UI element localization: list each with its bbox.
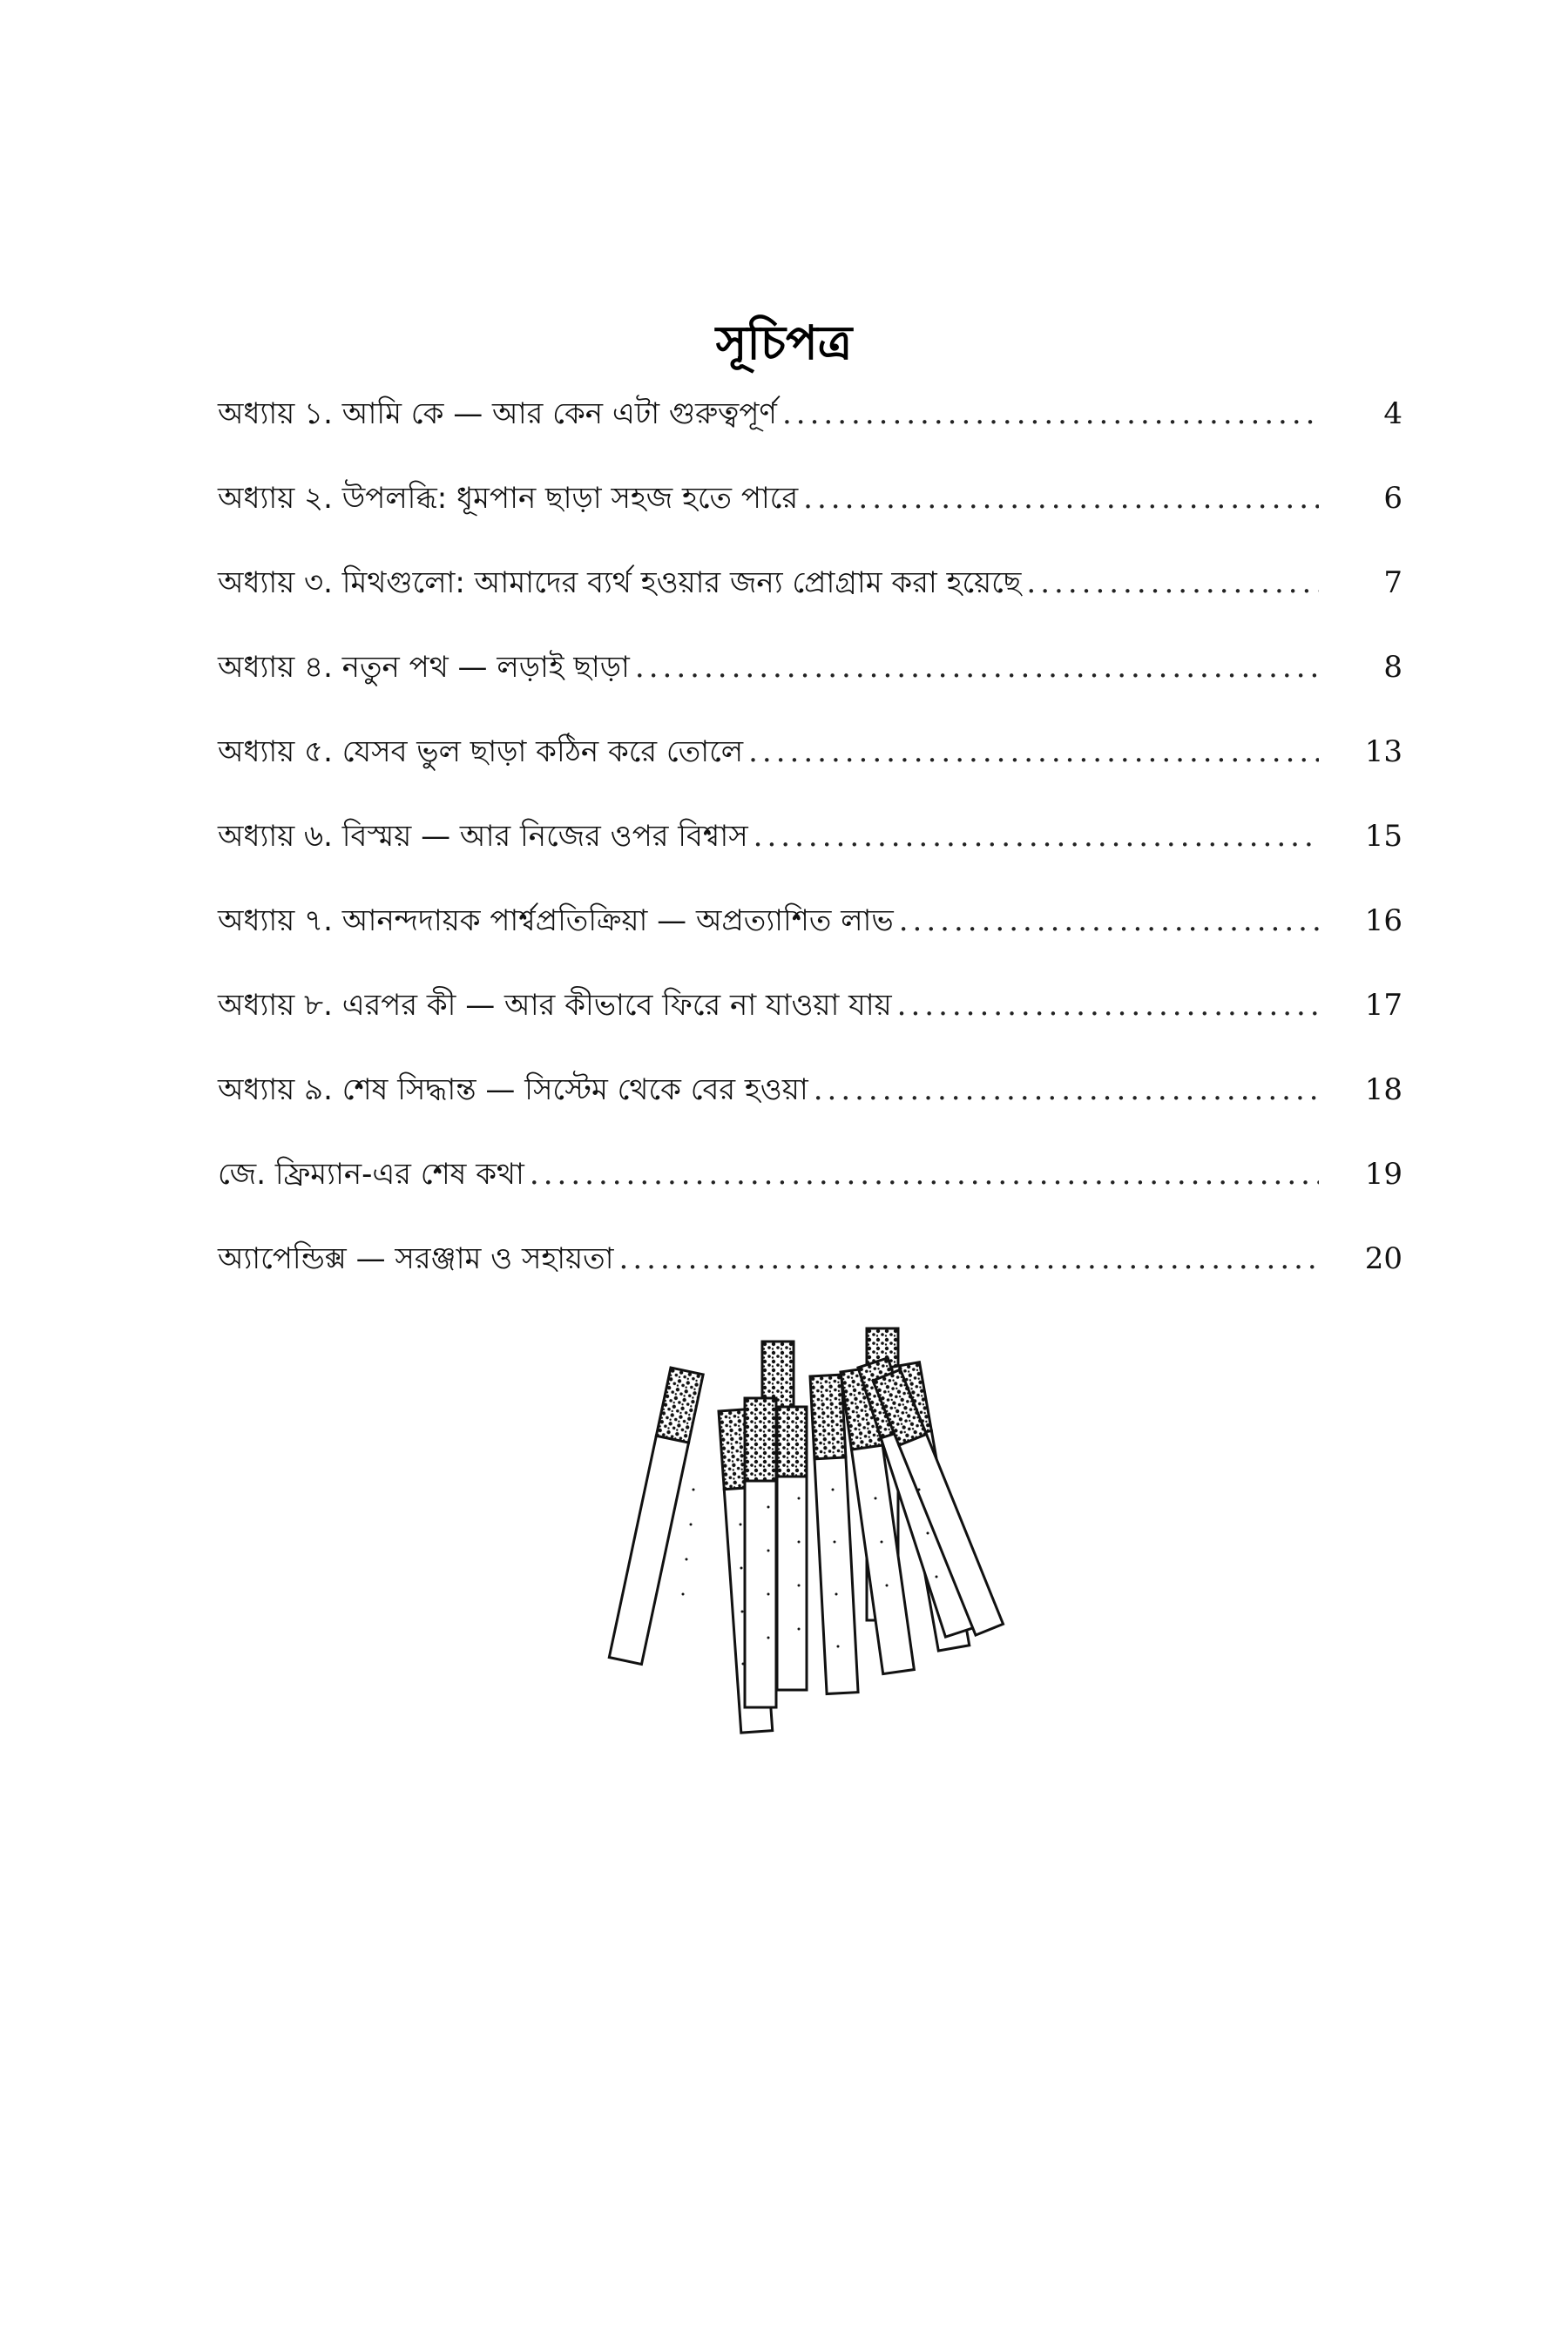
toc-page-number: 15: [1364, 819, 1402, 854]
toc-entry-title: অধ্যায় ৬. বিস্ময় — আর নিজের ওপর বিশ্বাস: [218, 819, 748, 854]
toc-entry[interactable]: [218, 1228, 1402, 1313]
toc-page-number: 17: [1364, 988, 1402, 1023]
toc-dot-leader: [1026, 552, 1319, 613]
toc-dot-leader: [899, 890, 1319, 951]
toc-entry-title: অধ্যায় ১. আমি কে — আর কেন এটা গুরুত্বপূর্ণ: [218, 396, 777, 431]
toc-entry-title: অধ্যায় ৮. এরপর কী — আর কীভাবে ফিরে না যাওয়া যায়: [218, 988, 892, 1023]
toc-entry[interactable]: [218, 721, 1402, 806]
toc-entry[interactable]: [218, 637, 1402, 721]
toc-entry-title: অধ্যায় ৩. মিথগুলো: আমাদের ব্যর্থ হওয়ার জন্য প্রোগ্রাম করা হয়েছে: [218, 565, 1022, 600]
page-title: সূচিপত্র: [715, 315, 853, 371]
toc-entry-title: অধ্যায় ৪. নতুন পথ — লড়াই ছাড়া: [218, 650, 630, 685]
toc-entry[interactable]: [218, 383, 1402, 468]
table-of-contents: [218, 383, 1402, 1313]
toc-dot-leader: [530, 1144, 1319, 1205]
toc-page-number: 16: [1364, 903, 1402, 938]
toc-dot-leader: [635, 637, 1319, 698]
toc-page-number: 18: [1364, 1072, 1402, 1107]
toc-page-number: 19: [1364, 1157, 1402, 1192]
toc-entry[interactable]: [218, 806, 1402, 890]
toc-dot-leader: [814, 1059, 1319, 1120]
toc-entry[interactable]: [218, 975, 1402, 1059]
toc-entry[interactable]: [218, 890, 1402, 975]
toc-entry-title: অ্যাপেন্ডিক্স — সরঞ্জাম ও সহায়তা: [218, 1241, 614, 1276]
toc-entry-title: অধ্যায় ৫. যেসব ভুল ছাড়া কঠিন করে তোলে: [218, 734, 744, 769]
toc-dot-leader: [782, 383, 1319, 444]
toc-entry[interactable]: [218, 1059, 1402, 1144]
cigarettes-bundle-icon: [575, 1315, 1028, 1768]
toc-page-number: 4: [1383, 396, 1402, 431]
toc-page-number: 13: [1364, 734, 1402, 769]
toc-entry-title: অধ্যায় ২. উপলব্ধি: ধূমপান ছাড়া সহজ হতে পারে: [218, 481, 799, 516]
toc-dot-leader: [619, 1228, 1319, 1289]
toc-entry[interactable]: [218, 552, 1402, 637]
toc-page-number: 6: [1383, 481, 1402, 516]
toc-entry[interactable]: [218, 1144, 1402, 1228]
toc-entry[interactable]: [218, 468, 1402, 552]
toc-entry-title: জে. ফ্রিম্যান-এর শেষ কথা: [218, 1157, 524, 1192]
toc-entry-title: অধ্যায় ৯. শেষ সিদ্ধান্ত — সিস্টেম থেকে বের হওয়া: [218, 1072, 808, 1107]
toc-entry-title: অধ্যায় ৭. আনন্দদায়ক পার্শ্বপ্রতিক্রিয়া — অপ্রত্যাশিত লাভ: [218, 903, 894, 938]
toc-dot-leader: [754, 806, 1319, 867]
toc-page-number: 20: [1364, 1241, 1402, 1276]
toc-dot-leader: [897, 975, 1319, 1036]
toc-page-number: 8: [1383, 650, 1402, 685]
toc-dot-leader: [803, 468, 1319, 529]
toc-page-number: 7: [1383, 565, 1402, 600]
toc-dot-leader: [748, 721, 1319, 782]
